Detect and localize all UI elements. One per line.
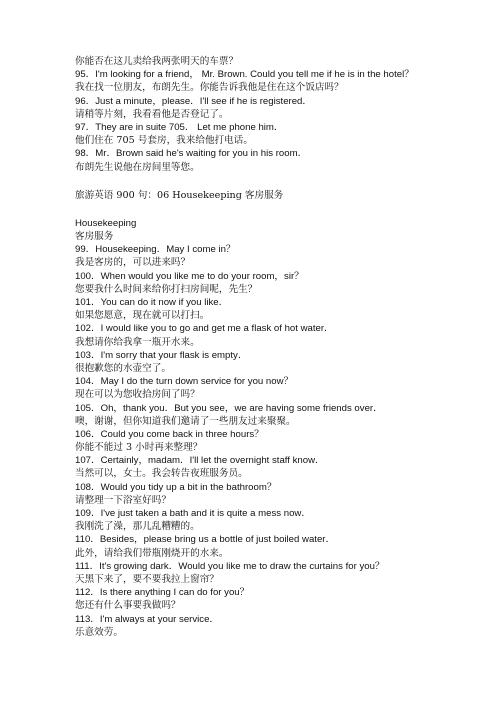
english-sentence-line: 100．When would you like me to do your room，sir？ [75, 270, 304, 282]
chinese-translation-line: 旅游英语 900 句：06 Housekeeping 客房服务 [75, 189, 284, 201]
english-sentence-line: 105．Oh，thank you．But you see，we are having some friends over． [75, 402, 383, 414]
chinese-translation-line: 我在找一位朋友，布朗先生。你能告诉我他是住在这个饭店吗？ [75, 82, 344, 94]
chinese-translation-line: 你能不能过 3 小时再来整理？ [75, 442, 203, 454]
chinese-translation-line: 他们住在 705 号套房，我来给他打电话。 [75, 135, 253, 147]
chinese-translation-line: 我想请你给我拿一瓶开水来。 [75, 336, 200, 348]
chinese-translation-line: 我刚洗了澡，那儿乱糟糟的。 [75, 521, 200, 533]
chinese-translation-line: 如果您愿意，现在就可以打扫。 [75, 310, 210, 322]
chinese-translation-line: 乐意效劳。 [75, 626, 123, 638]
chinese-translation-line: 请整理一下浴室好吗？ [75, 494, 171, 506]
english-sentence-line: Housekeeping [75, 217, 137, 229]
english-sentence-line: 98．Mr．Brown said he's waiting for you in his room． [75, 148, 308, 160]
chinese-translation-line: 你能否在这儿卖给我两张明天的车票？ [75, 56, 239, 67]
english-sentence-line: 103．I'm sorry that your flask is empty． [75, 349, 248, 361]
chinese-translation-line: 现在可以为您收拾房间了吗？ [75, 389, 200, 401]
english-sentence-line: 109．I've just taken a bath and it is quite a mess now． [75, 508, 311, 519]
english-sentence-line: 96．Just a minute，please．I'll see if he is registered． [75, 95, 312, 107]
paragraph-spacer [75, 202, 495, 217]
chinese-translation-line: 请稍等片刻，我看看他是否登记了。 [75, 108, 229, 120]
english-sentence-line: 106．Could you come back in three hours？ [75, 428, 264, 440]
english-sentence-line: 102．I would like you to go and get me a flask of hot water． [75, 323, 334, 335]
chinese-translation-line: 天黑下来了，要不要我拉上窗帘？ [75, 573, 219, 585]
chinese-translation-line: 您还有什么事要我做吗？ [75, 600, 181, 612]
english-sentence-line: 101．You can do it now if you like． [75, 297, 229, 308]
chinese-translation-line: 当然可以，女士。我会转告夜班服务员。 [75, 468, 248, 480]
english-sentence-line: 104．May I do the turn down service for you now？ [75, 376, 294, 388]
english-sentence-line: 107．Certainly，madam．I'll let the overnight staff know． [75, 455, 325, 467]
chinese-translation-line: 客房服务 [75, 231, 114, 243]
chinese-translation-line: 我是客房的，可以进来吗？ [75, 257, 191, 269]
chinese-translation-line: 很抱歉您的水壶空了。 [75, 362, 171, 374]
english-sentence-line: 112．Is there anything I can do for you？ [75, 587, 250, 599]
chinese-translation-line: 您要我什么时间来给你打扫房间呢，先生？ [75, 283, 258, 295]
chinese-translation-line: 布朗先生说他在房间里等您。 [75, 161, 200, 173]
paragraph-spacer [75, 174, 495, 189]
english-sentence-line: 97．They are in suite 705． Let me phone him． [75, 121, 284, 133]
english-sentence-line: 110．Besides，please bring us a bottle of just boiled water． [75, 534, 336, 546]
english-sentence-line: 95．I'm looking for a friend， Mr. Brown. Could you tell me if he is in the hotel？ [75, 69, 414, 81]
english-sentence-line: 99．Housekeeping．May I come in？ [75, 244, 236, 256]
english-sentence-line: 108．Would you tidy up a bit in the bathroom？ [75, 481, 277, 493]
document-body [75, 55, 495, 639]
english-sentence-line: 111．It's growing dark．Would you like me to draw the curtains for you？ [75, 560, 385, 572]
chinese-translation-line: 噢，谢谢，但你知道我们邀请了一些朋友过来聚聚。 [75, 415, 296, 427]
english-sentence-line: 113．I'm always at your service． [75, 613, 220, 625]
chinese-translation-line: 此外，请给我们带瓶刚烧开的水来。 [75, 547, 229, 559]
